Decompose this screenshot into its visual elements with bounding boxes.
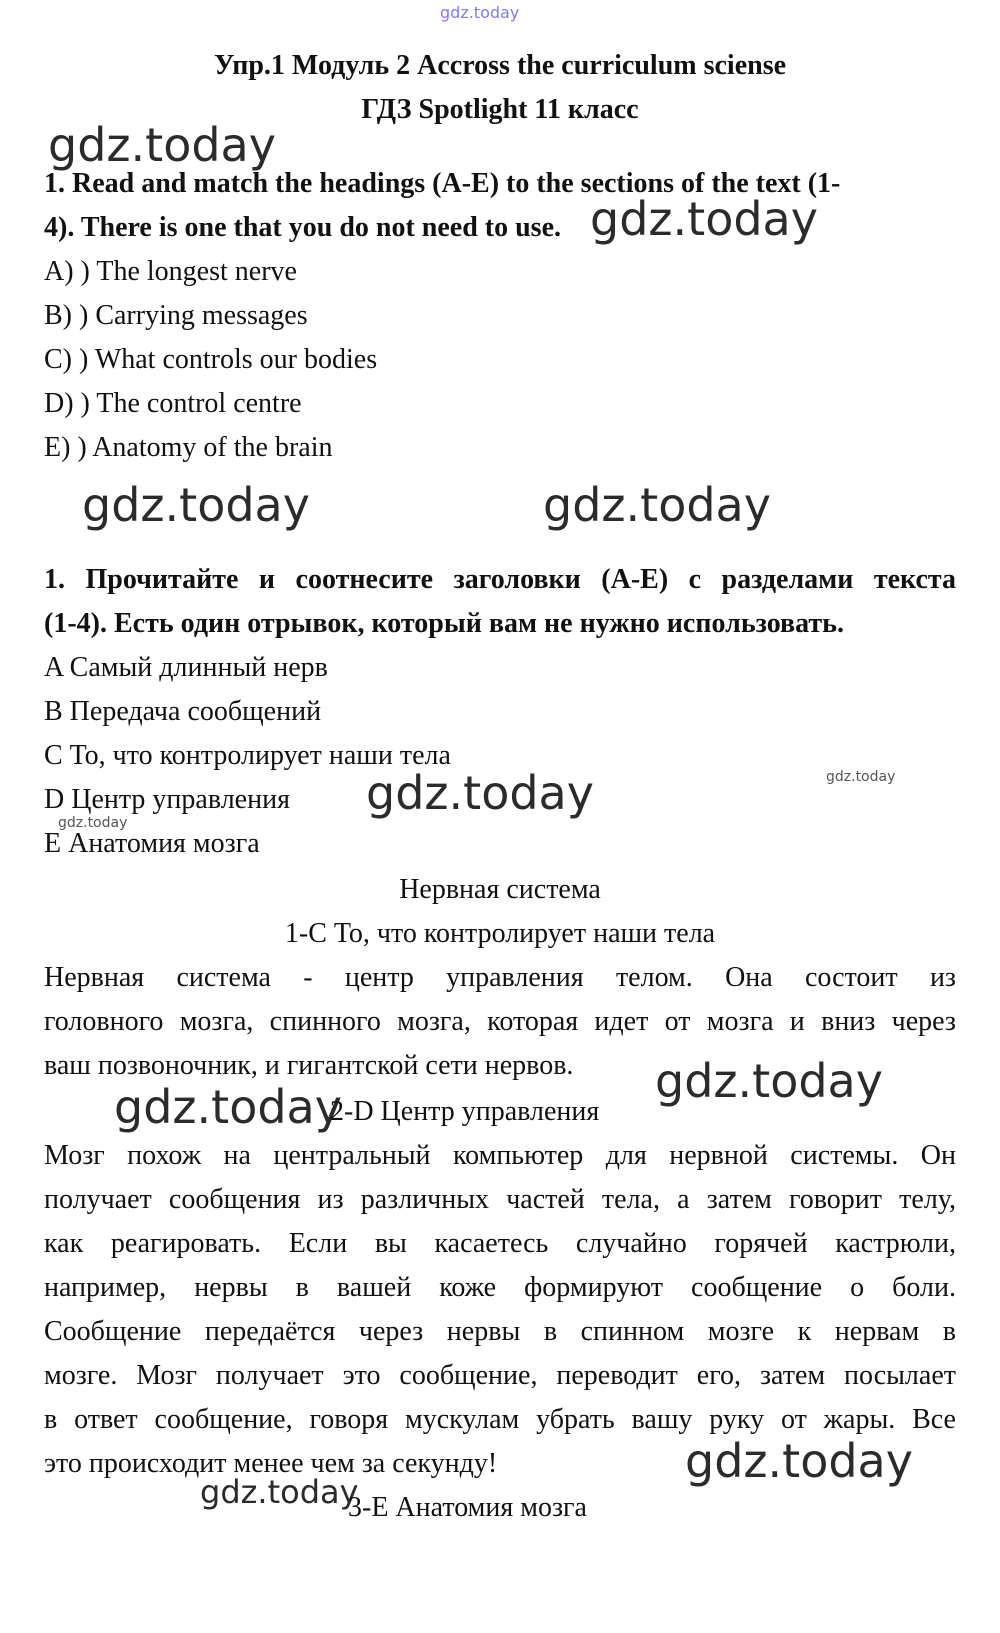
option-ru-b: B Передача сообщений: [44, 696, 322, 727]
section-2-line: это происходит менее чем за секунду!: [44, 1448, 498, 1479]
option-en-b: B) ) Carrying messages: [44, 300, 308, 331]
section-1-line: Нервная система - центр управления телом. Она состоит из: [44, 962, 956, 993]
section-2-line: Мозг похож на центральный компьютер для нервной системы. Он: [44, 1140, 956, 1171]
watermark: gdz.today: [366, 766, 594, 820]
section-1-line: головного мозга, спинного мозга, которая идет от мозга и вниз через: [44, 1006, 956, 1037]
page-subtitle: ГДЗ Spotlight 11 класс: [361, 94, 639, 125]
text-title: Нервная система: [399, 874, 601, 905]
watermark: gdz.today: [82, 478, 310, 532]
section-1-heading: 1-C То, что контролирует наши тела: [284, 918, 716, 949]
section-1-line: ваш позвоночник, и гигантской сети нервов.: [44, 1050, 574, 1081]
section-2-line: например, нервы в вашей коже формируют сообщение о боли.: [44, 1272, 956, 1303]
watermark: gdz.today: [114, 1080, 342, 1134]
watermark-small: gdz.today: [58, 815, 128, 831]
watermark: gdz.today: [590, 192, 818, 246]
option-ru-e: E Анатомия мозга: [44, 828, 260, 859]
task-ru-line-2: (1-4). Есть один отрывок, который вам не нужно использовать.: [44, 608, 844, 639]
option-ru-c: C То, что контролирует наши тела: [44, 740, 451, 771]
watermark: gdz.today: [685, 1434, 913, 1488]
task-ru-line-1: 1. Прочитайте и соотнесите заголовки (A-E) с разделами текста: [44, 564, 956, 595]
option-en-d: D) ) The control centre: [44, 388, 302, 419]
watermark-small: gdz.today: [826, 769, 896, 785]
section-2-line: как реагировать. Если вы касаетесь случайно горячей кастрюли,: [44, 1228, 956, 1259]
section-3-heading: 3-E Анатомия мозга: [348, 1492, 587, 1523]
option-en-c: C) ) What controls our bodies: [44, 344, 378, 375]
section-2-line: получает сообщения из различных частей тела, а затем говорит телу,: [44, 1184, 956, 1215]
option-ru-a: A Самый длинный нерв: [44, 652, 328, 683]
watermark: gdz.today: [655, 1054, 883, 1108]
section-2-line: Сообщение передаётся через нервы в спинном мозге к нервам в: [44, 1316, 956, 1347]
watermark: gdz.today: [48, 118, 276, 172]
task-en-line-2: 4). There is one that you do not need to use.: [44, 212, 562, 243]
option-ru-d: D Центр управления: [44, 784, 290, 815]
section-2-line: мозге. Мозг получает это сообщение, переводит его, затем посылает: [44, 1360, 956, 1391]
option-en-e: E) ) Anatomy of the brain: [44, 432, 333, 463]
page-title: Упр.1 Модуль 2 Accross the curriculum sciense: [213, 50, 787, 81]
option-en-a: A) ) The longest nerve: [44, 256, 297, 287]
task-en-line-1: 1. Read and match the headings (A-E) to the sections of the text (1-: [44, 168, 841, 199]
section-2-heading: 2-D Центр управления: [330, 1096, 600, 1127]
section-2-line: в ответ сообщение, говоря мускулам убрать вашу руку от жары. Все: [44, 1404, 956, 1435]
watermark-top: gdz.today: [440, 3, 520, 22]
watermark: gdz.today: [200, 1473, 359, 1511]
watermark: gdz.today: [543, 478, 771, 532]
